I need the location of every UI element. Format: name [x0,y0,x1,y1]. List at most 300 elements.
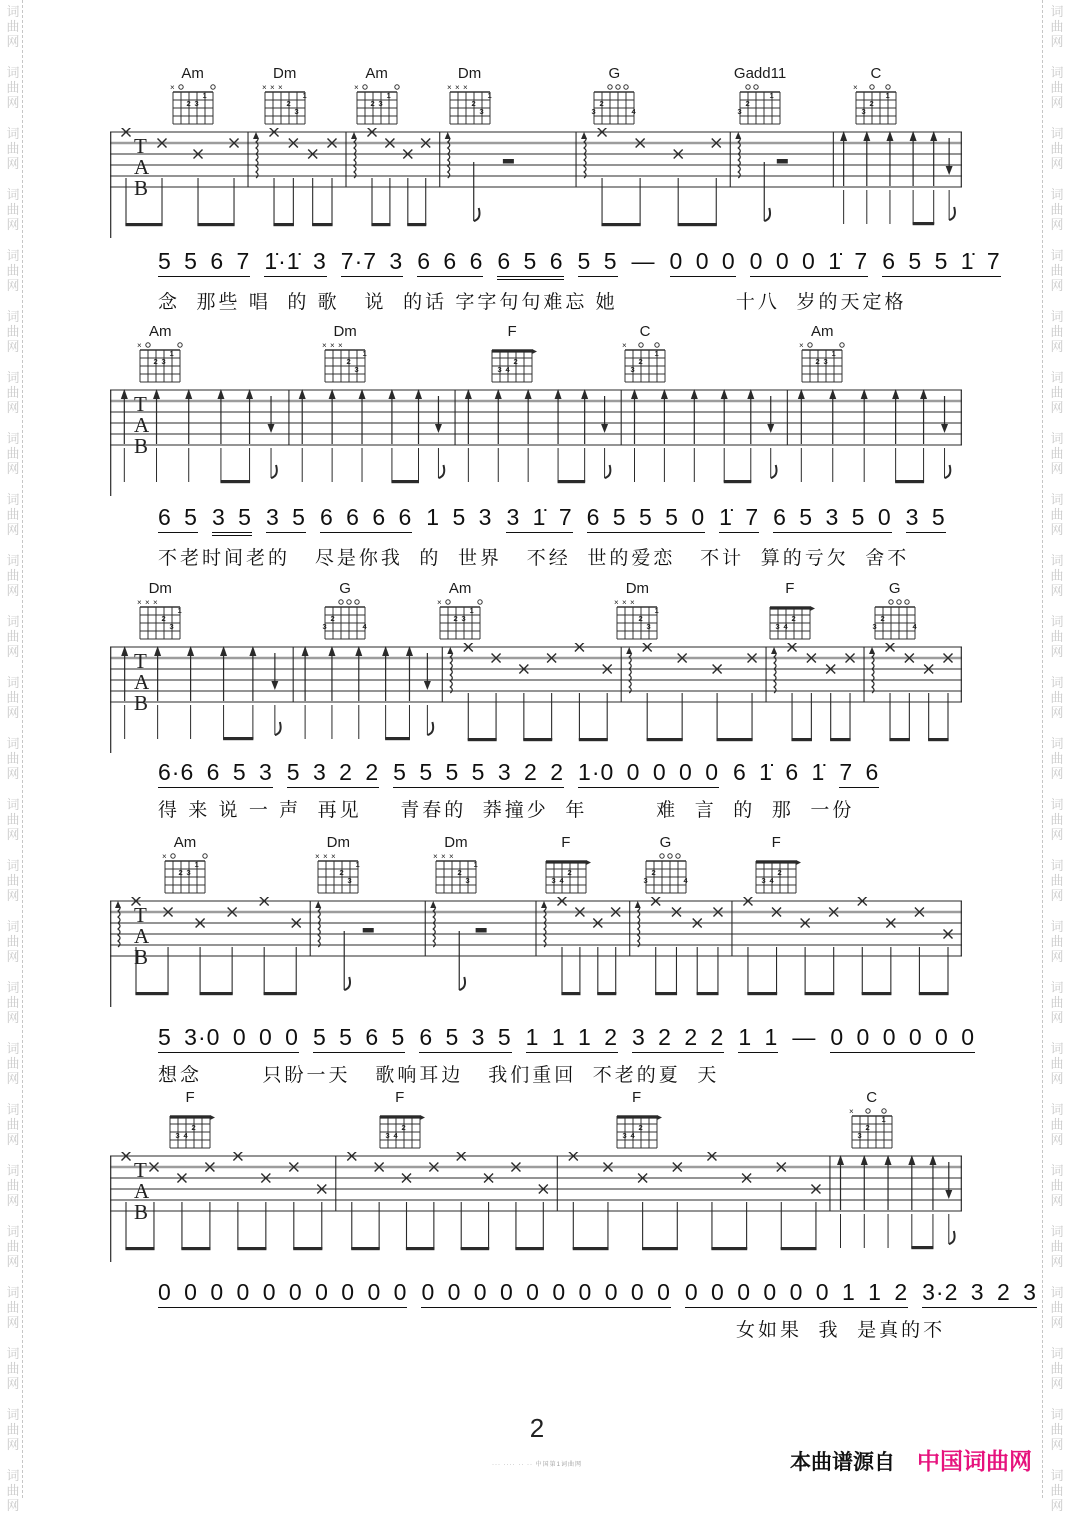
watermark-text: 词 曲 网 [1050,248,1064,293]
chord-Am [345,66,409,133]
watermark-text: 词 曲 网 [6,492,20,537]
svg-text:T: T [134,903,147,927]
chord-diagram [313,340,377,386]
chord-G [863,581,927,648]
svg-text:A: A [134,924,150,948]
note-group: 6 1̇ 6 1̇ [733,759,826,785]
chord-Dm [306,835,370,902]
watermark-text: 词 曲 网 [6,919,20,964]
svg-text:3: 3 [322,622,327,631]
svg-text:T: T [134,649,147,673]
lyrics-line: 不老时间老的 尽是你我 的 世界 不经 世的爱恋 不计 算的亏欠 舍不 [158,548,910,569]
watermark-text: 词 曲 网 [1050,1346,1064,1391]
svg-text:4: 4 [559,876,564,885]
svg-text:1: 1 [831,349,836,358]
chord-diagram [128,597,192,643]
jianpu-notes [158,504,970,536]
watermark-text: 词 曲 网 [1050,1224,1064,1269]
svg-text:×: × [169,83,175,92]
tab-staff [110,128,962,240]
watermark-text: 词 曲 网 [6,370,20,415]
source-label: 本曲谱源自 [790,1451,895,1474]
svg-text:1: 1 [769,91,774,100]
chord-diagram [368,1106,432,1152]
chord-Dm [313,324,377,391]
note-group: 5 5 [578,248,618,277]
svg-text:A: A [134,155,150,179]
svg-text:3: 3 [622,1131,627,1140]
watermark-text: 词 曲 网 [6,1224,20,1269]
watermark-text: 词 曲 网 [1050,431,1064,476]
svg-text:T: T [134,1158,147,1182]
svg-text:×: × [852,83,858,92]
svg-text:1: 1 [202,91,207,100]
svg-text:3: 3 [872,622,877,631]
chord-Am [128,324,192,391]
svg-text:1: 1 [885,91,890,100]
chord-diagram [306,851,370,897]
svg-text:1: 1 [362,349,367,358]
watermark-text: 词 曲 网 [1050,1102,1064,1147]
svg-text:2: 2 [638,614,644,623]
source-site: 中国词曲网 [917,1448,1032,1474]
svg-text:×: × [446,83,452,92]
chord-name: Am [365,65,388,82]
svg-text:4: 4 [631,107,637,116]
svg-text:1: 1 [355,860,360,869]
svg-text:4: 4 [683,876,688,885]
svg-text:1: 1 [177,606,182,615]
svg-text:A: A [134,413,150,437]
watermark-text: 词 曲 网 [6,1163,20,1208]
chord-diagram [128,340,192,386]
svg-text:1: 1 [473,860,478,869]
note-group: 0 0 0 0 0 0 0 0 0 0 [421,1279,670,1308]
svg-text:×: × [277,83,283,92]
svg-text:2: 2 [453,614,458,623]
jianpu-notes [158,759,970,788]
svg-text:2: 2 [161,614,166,623]
tab-system-2 [110,324,962,498]
watermark-text: 词 曲 网 [6,248,20,293]
watermark-text: 词 曲 网 [6,614,20,659]
watermark-text: 词 曲 网 [6,797,20,842]
chord-C [840,1090,904,1157]
chord-name: F [507,323,517,340]
note-group: 5 3·0 0 0 0 [158,1024,299,1053]
jianpu-notes [158,248,1001,280]
watermark-text: 词 曲 网 [1050,1041,1064,1086]
svg-text:3: 3 [551,876,556,885]
chord-name: Am [149,323,172,340]
chord-F [534,835,598,902]
chord-name: F [631,1089,642,1106]
note-group: 3 5 [906,504,946,533]
svg-text:3: 3 [175,1131,180,1140]
chord-name: F [185,1089,195,1106]
page-number: 2 [529,1413,545,1443]
svg-text:3: 3 [294,107,299,116]
chord-name: Dm [272,65,297,82]
note-group: 3 5 [266,504,306,533]
watermark-text: 词 曲 网 [6,1041,20,1086]
chord-F [368,1090,432,1157]
svg-text:B: B [134,434,149,458]
svg-text:×: × [622,341,627,350]
svg-text:1: 1 [302,91,307,100]
svg-text:×: × [462,83,468,92]
chord-name: Dm [444,834,468,851]
svg-text:1: 1 [881,1115,886,1124]
watermark-text: 词 曲 网 [6,675,20,720]
svg-text:2: 2 [567,868,572,877]
chord-Gadd11 [728,66,792,133]
watermark-text: 词 曲 网 [1050,4,1064,49]
svg-text:2: 2 [880,614,885,623]
note-group: 3·2 3 2 3 [922,1279,1037,1308]
svg-text:×: × [323,852,328,861]
watermark-text: 词 曲 网 [6,1346,20,1391]
svg-text:3: 3 [861,107,866,116]
chord-diagram [790,340,854,386]
footer-source [790,1443,1032,1476]
svg-text:4: 4 [505,365,510,374]
chord-diagram [744,851,808,897]
chord-diagram [438,82,502,128]
watermark-text: 词 曲 网 [1050,309,1064,354]
svg-text:A: A [134,1179,150,1203]
watermark-text: 词 曲 网 [1050,858,1064,903]
chord-name: F [785,580,795,597]
svg-text:B: B [134,1200,149,1224]
svg-text:4: 4 [912,622,917,631]
watermark-text: 词 曲 网 [1050,614,1064,659]
chord-diagram [582,82,646,128]
chord-diagram [758,597,822,643]
note-group: 6 5 6 [497,248,563,280]
chord-diagram [424,851,488,897]
jianpu-notes [158,1279,1037,1308]
svg-text:2: 2 [186,99,191,108]
lyrics-line: 女如果 我 是真的不 [736,1320,946,1341]
svg-text:×: × [330,341,335,350]
svg-text:×: × [630,598,636,607]
svg-text:×: × [261,83,267,92]
chord-name: Dm [625,580,650,597]
note-group: — [792,1024,817,1050]
chord-Am [161,66,225,133]
svg-text:2: 2 [471,99,476,108]
svg-text:2: 2 [370,99,375,108]
chord-diagram [345,82,409,128]
svg-text:×: × [353,83,359,92]
chord-C [613,324,677,391]
note-group: 1 1 1 2 [526,1024,618,1053]
chord-diagram [728,82,792,128]
svg-text:1: 1 [654,606,660,615]
watermark-text: 词 曲 网 [6,553,20,598]
chord-G [634,835,698,902]
svg-text:×: × [322,341,327,350]
chord-diagram [534,851,598,897]
svg-text:3: 3 [646,622,652,631]
svg-text:3: 3 [775,622,780,631]
svg-text:3: 3 [385,1131,390,1140]
chord-diagram [605,1106,669,1152]
note-group: 0 0 0 0 0 0 1 1 2 [685,1279,908,1308]
watermark-column-right [1048,4,1066,1529]
lyrics-line: 念 那些 唱 的 歌 说 的话 字字句句难忘 她 十八 岁的天定格 [158,292,907,313]
footer-fine-print: ··· ···· ·· ·· 中国第1词曲网 [492,1462,582,1468]
svg-text:1: 1 [469,606,474,615]
svg-text:T: T [134,392,147,416]
svg-text:4: 4 [769,876,774,885]
svg-text:2: 2 [457,868,462,877]
chord-name: G [608,65,621,82]
svg-text:1: 1 [194,860,199,869]
chord-name: G [659,834,672,851]
svg-text:4: 4 [783,622,788,631]
note-group: 6 6 6 [417,248,483,277]
note-group: 1̇ 7 [719,504,759,533]
vocal-line-4 [158,1024,976,1087]
chord-diagram [158,1106,222,1152]
note-group: 0 0 0 0 0 0 [830,1024,975,1053]
svg-text:×: × [437,598,442,607]
svg-text:3: 3 [737,107,742,116]
tab-staff [110,386,962,498]
chord-name: C [870,65,882,82]
watermark-text: 词 曲 网 [1050,1163,1064,1208]
chord-name: Am [448,580,472,597]
watermark-text: 词 曲 网 [1050,553,1064,598]
note-group: 6 5 [158,504,198,533]
chord-diagram [605,597,669,643]
svg-text:4: 4 [393,1131,398,1140]
lyrics-line: 得 来 说 一 声 再见 青春的 莽撞少 年 难 言 的 那 一份 [158,800,855,821]
chord-Dm [438,66,502,133]
watermark-text: 词 曲 网 [6,980,20,1025]
watermark-text: 词 曲 网 [1050,492,1064,537]
watermark-text: 词 曲 网 [1050,1407,1064,1452]
svg-text:3: 3 [591,107,597,116]
note-group: 6·6 6 5 3 [158,759,273,788]
tab-staff [110,897,962,1009]
watermark-text: 词 曲 网 [1050,797,1064,842]
tab-staff [110,1152,962,1264]
note-group: 3 5 [212,504,252,536]
watermark-text: 词 曲 网 [6,1285,20,1330]
note-group: 1·0 0 0 0 0 [578,759,719,788]
svg-text:3: 3 [857,1131,862,1140]
svg-text:3: 3 [354,365,359,374]
watermark-text: 词 曲 网 [6,1407,20,1452]
svg-text:2: 2 [178,868,183,877]
svg-text:1: 1 [169,349,174,358]
note-group: 7·7 3 [341,248,403,277]
chord-name: F [395,1089,405,1106]
note-group: 0 0 0 1̇ 7 [750,248,869,277]
chord-diagram [253,82,317,128]
svg-text:×: × [432,852,438,861]
chord-diagram [480,340,544,386]
vocal-line-1 [158,248,1001,314]
svg-text:2: 2 [651,868,656,877]
jianpu-notes [158,1024,976,1053]
watermark-text: 词 曲 网 [1050,675,1064,720]
svg-text:2: 2 [513,357,518,366]
svg-text:B: B [134,691,149,715]
watermark-text: 词 曲 网 [1050,980,1064,1025]
svg-text:2: 2 [777,868,782,877]
chord-name: Dm [326,834,350,851]
svg-text:2: 2 [638,1123,643,1132]
watermark-divider-left [22,0,23,1498]
svg-text:2: 2 [815,357,820,366]
chord-Dm [128,581,192,648]
svg-text:1: 1 [654,349,659,358]
chord-name: G [888,580,901,597]
svg-text:1: 1 [386,91,391,100]
svg-text:2: 2 [865,1123,870,1132]
svg-text:4: 4 [362,622,367,631]
chord-name: Am [811,323,834,340]
note-group: 1 5 3 [426,504,493,530]
watermark-text: 词 曲 网 [6,431,20,476]
chord-diagram [428,597,492,643]
chord-diagram [161,82,225,128]
note-group: 5 3 2 2 [287,759,379,788]
chord-C [844,66,908,133]
svg-text:2: 2 [869,99,874,108]
svg-text:A: A [134,670,150,694]
svg-text:3: 3 [186,868,191,877]
note-group: 3 1̇ 7 [506,504,572,533]
svg-text:3: 3 [630,365,635,374]
svg-text:3: 3 [497,365,502,374]
svg-text:×: × [331,852,336,861]
svg-text:3: 3 [194,99,199,108]
chord-name: Gadd11 [733,65,787,82]
svg-text:2: 2 [191,1123,196,1132]
watermark-text: 词 曲 网 [6,4,20,49]
svg-text:B: B [134,945,149,969]
chord-Am [790,324,854,391]
watermark-column-left [4,4,22,1529]
svg-text:×: × [153,598,158,607]
svg-text:×: × [315,852,320,861]
svg-text:4: 4 [630,1131,635,1140]
watermark-text: 词 曲 网 [1050,919,1064,964]
note-group: 3 2 2 2 [632,1024,724,1053]
svg-text:3: 3 [347,876,352,885]
svg-text:2: 2 [339,868,344,877]
svg-text:4: 4 [183,1131,188,1140]
svg-text:×: × [848,1107,854,1116]
note-group: 7 6 [839,759,879,788]
svg-text:×: × [454,83,460,92]
svg-text:T: T [134,134,147,158]
chord-G [313,581,377,648]
chord-G [582,66,646,133]
note-group: 1̇·1̇ 3 [264,248,326,277]
chord-diagram [634,851,698,897]
tab-system-1 [110,66,962,240]
svg-text:2: 2 [599,99,605,108]
vocal-line-3 [158,759,970,822]
chord-name: Dm [457,65,482,82]
svg-text:×: × [161,852,167,861]
chord-Am [153,835,217,902]
svg-text:2: 2 [286,99,291,108]
watermark-text: 词 曲 网 [1050,1468,1064,1513]
watermark-text: 词 曲 网 [1050,370,1064,415]
chord-diagram [863,597,927,643]
svg-text:2: 2 [330,614,335,623]
lyrics-line: 想念 只盼一天 歌响耳边 我们重回 不老的夏 天 [158,1065,720,1086]
watermark-text: 词 曲 网 [6,858,20,903]
svg-text:×: × [440,852,446,861]
watermark-text: 词 曲 网 [6,1102,20,1147]
vocal-line-2 [158,504,970,570]
chord-name: G [339,580,351,597]
svg-text:3: 3 [169,622,174,631]
svg-text:×: × [614,598,620,607]
svg-text:2: 2 [401,1123,406,1132]
watermark-text: 词 曲 网 [6,126,20,171]
svg-text:3: 3 [465,876,470,885]
svg-text:3: 3 [761,876,766,885]
note-group: 6 5 5 1̇ 7 [882,248,1001,277]
svg-text:3: 3 [479,107,484,116]
svg-text:×: × [338,341,343,350]
chord-Dm [253,66,317,133]
svg-text:3: 3 [461,614,466,623]
svg-text:×: × [145,598,150,607]
watermark-text: 词 曲 网 [1050,187,1064,232]
chord-diagram [153,851,217,897]
tab-system-3 [110,581,962,755]
chord-Dm [605,581,669,648]
svg-text:×: × [137,598,142,607]
svg-text:2: 2 [153,357,158,366]
svg-text:2: 2 [346,357,351,366]
note-group: 5 5 5 5 3 2 2 [393,759,564,788]
chord-name: C [639,323,651,340]
note-group: 6 6 6 6 [320,504,412,533]
watermark-text: 词 曲 网 [1050,65,1064,110]
note-group: 1 1 [738,1024,778,1053]
chord-diagram [613,340,677,386]
note-group: — [631,248,656,274]
watermark-text: 词 曲 网 [6,187,20,232]
svg-text:×: × [269,83,275,92]
watermark-text: 词 曲 网 [6,736,20,781]
svg-text:×: × [137,341,142,350]
chord-Am [428,581,492,648]
watermark-text: 词 曲 网 [1050,126,1064,171]
svg-text:2: 2 [638,357,643,366]
watermark-text: 词 曲 网 [6,309,20,354]
watermark-text: 词 曲 网 [1050,1285,1064,1330]
svg-text:B: B [134,176,149,200]
svg-text:2: 2 [745,99,750,108]
note-group: 6 5 3 5 0 [773,504,892,533]
watermark-text: 词 曲 网 [6,1468,20,1513]
watermark-text: 词 曲 网 [6,65,20,110]
svg-text:×: × [799,341,804,350]
vocal-line-5 [158,1279,1037,1342]
